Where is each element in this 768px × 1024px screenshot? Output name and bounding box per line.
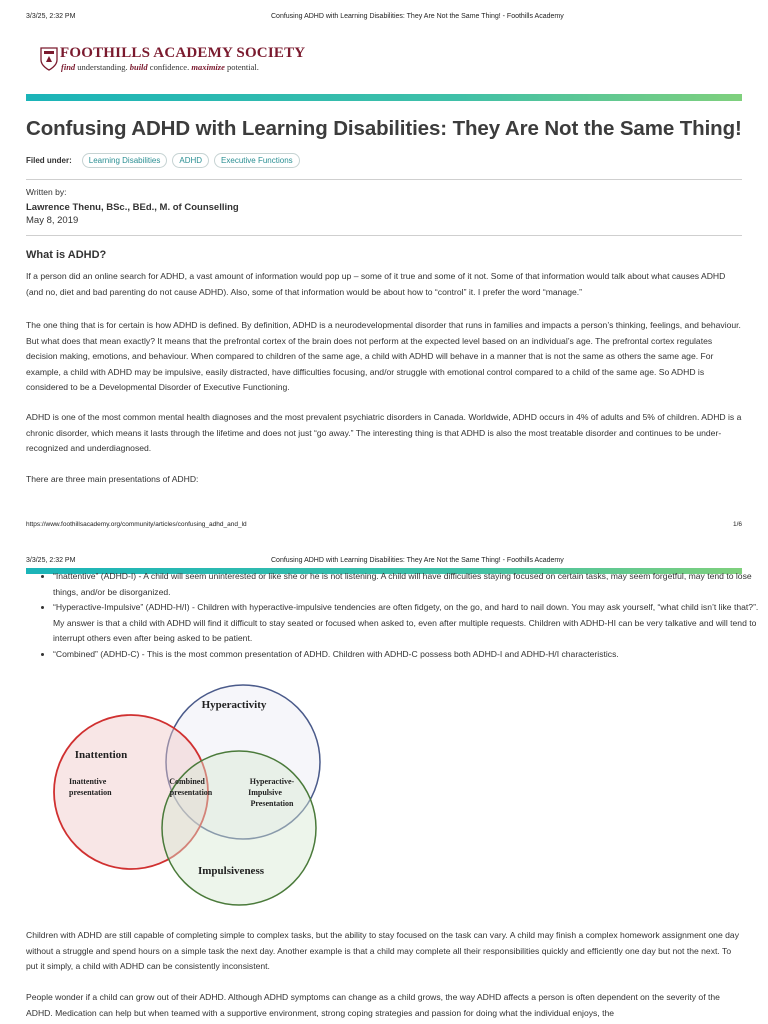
presentation-list — [26, 569, 763, 662]
combined-presentation-label: presentation — [169, 788, 213, 797]
filed-under — [26, 152, 305, 168]
list-item: • “Hyperactive-Impulsive” (ADHD-H/I) - Children with hyperactive-impulsive tendencies are often fidgety, on the go, and hard to nail down. You may ask yourself, “what child isn’t like that?”. My answer is that a child with ADHD will find it difficult to stay seated or focused when asked to, even after multiple requests. Children with ADHD-HI can be very talkative and will tend to interrupt others even after being asked to be patient. — [53, 600, 763, 647]
logo-title[interactable]: FOOTHILLS ACADEMY SOCIETY — [60, 45, 306, 61]
article-title: Confusing ADHD with Learning Disabilities: They Are Not the Same Thing! — [26, 117, 742, 140]
paragraph-5: Children with ADHD are still capable of completing simple to complex tasks, but the ability to stay focused on the task can vary. A child may finish a complex homework assignment one day without a struggle and spend hours on a simple task the next day. Another example is that a child may complete all their responsibilities quickly and efficiently one day but not the next. To put it simply, a child with ADHD can be consistently inconsistent. — [26, 930, 739, 971]
impulsiveness-label: Impulsiveness — [197, 865, 265, 877]
adhd-venn-diagram — [50, 668, 325, 913]
shield-logo-icon — [40, 47, 58, 71]
list-item: • “Inattentive” (ADHD-I) - A child will seem uninterested or like she or he is not listening. A child will have difficulties staying focused on certain tasks, may seem forgetful, may tend to lose things, and/or be disorganized. — [53, 569, 763, 600]
hyperactivity-label: Hyperactivity — [201, 699, 267, 711]
logo-tagline: find understanding. build confidence. maximize potential. — [61, 62, 259, 72]
tag-adhd[interactable]: ADHD — [172, 153, 209, 168]
print-page-title: Confusing ADHD with Learning Disabilities: They Are Not the Same Thing! - Foothills Academy — [271, 557, 564, 564]
print-page-title: Confusing ADHD with Learning Disabilities: They Are Not the Same Thing! - Foothills Academy — [271, 13, 564, 20]
filed-under-label: Filed under: — [26, 155, 72, 165]
tag-learning-disabilities[interactable]: Learning Disabilities — [82, 153, 168, 168]
written-by-label: Written by: — [26, 187, 67, 197]
divider — [26, 235, 742, 236]
paragraph-4: There are three main presentations of ADHD: — [26, 474, 199, 484]
tag-executive-functions[interactable]: Executive Functions — [214, 153, 300, 168]
paragraph-2: The one thing that is for certain is how ADHD is defined. By definition, ADHD is a neurodevelopmental disorder that runs in families and impacts a person’s thinking, feelings, and behaviour. But what does that mean exactly? It means that the prefrontal cortex of the brain does not perform at the expected level based on an individual’s age. The prefrontal cortex regulates decision making, emotions, and behaviour. When compared to children of the same age, a child with ADHD will behave in a manner that is not the same as others the same age. For example, a child with ADHD may be impulsive, easily distracted, have difficulties focusing, and/or struggle with emotional control compared to a child of the same age. So ADHD is considered to be a Developmental Disorder of Executive Functioning. — [26, 320, 741, 392]
paragraph-1: If a person did an online search for ADHD, a vast amount of information would pop up – some of it true and some of it not. Some of that information would talk about what causes ADHD (and no, diet and bad parenting do not cause ADHD). Also, some of that information would be about how to “control” it. I prefer the word “manage.” — [26, 271, 726, 297]
section-heading: What is ADHD? — [26, 249, 107, 261]
inattentive-presentation-label: presentation — [69, 788, 112, 797]
publish-date: May 8, 2019 — [26, 215, 79, 226]
divider — [26, 179, 742, 180]
print-datetime: 3/3/25, 2:32 PM — [26, 557, 76, 564]
print-datetime: 3/3/25, 2:32 PM — [26, 13, 76, 20]
inattentive-presentation-label: Inattentive — [69, 777, 107, 786]
paragraph-6: People wonder if a child can grow out of their ADHD. Although ADHD symptoms can change as a child grows, the way ADHD affects a person is often dependent on the severity of the ADHD. Medication can help but when teamed with a supportive environment, strong coping strategies and passion for doing what the individual enjoys, the — [26, 992, 720, 1018]
combined-presentation-label: Combined — [169, 777, 205, 786]
print-footer-page: 1/6 — [733, 521, 743, 528]
list-item: • “Combined” (ADHD-C) - This is the most common presentation of ADHD. Children with ADHD-C possess both ADHD-I and ADHD-H/I characteristics. — [53, 647, 763, 663]
header-accent-band — [26, 94, 742, 101]
print-footer-url: https://www.foothillsacademy.org/community/articles/confusing_adhd_and_ld — [26, 521, 247, 528]
impulsiveness-circle — [162, 751, 316, 905]
inattention-label: Inattention — [74, 749, 128, 761]
hyperactive-impulsive-label: Impulsive — [248, 788, 282, 797]
hyperactive-impulsive-label: Hyperactive- — [249, 777, 295, 786]
hyperactive-impulsive-label: Presentation — [250, 799, 294, 808]
author-name: Lawrence Thenu, BSc., BEd., M. of Counselling — [26, 202, 239, 213]
paragraph-3: ADHD is one of the most common mental health diagnoses and the most prevalent psychiatric disorders in Canada. Worldwide, ADHD occurs in 4% of adults and 5% of children. ADHD is a chronic disorder, which means it lasts through the lifetime and does not just “go away.” The interesting thing is that ADHD is also the most treatable disorder and continues to be under-recognized and underdiagnosed. — [26, 412, 742, 453]
